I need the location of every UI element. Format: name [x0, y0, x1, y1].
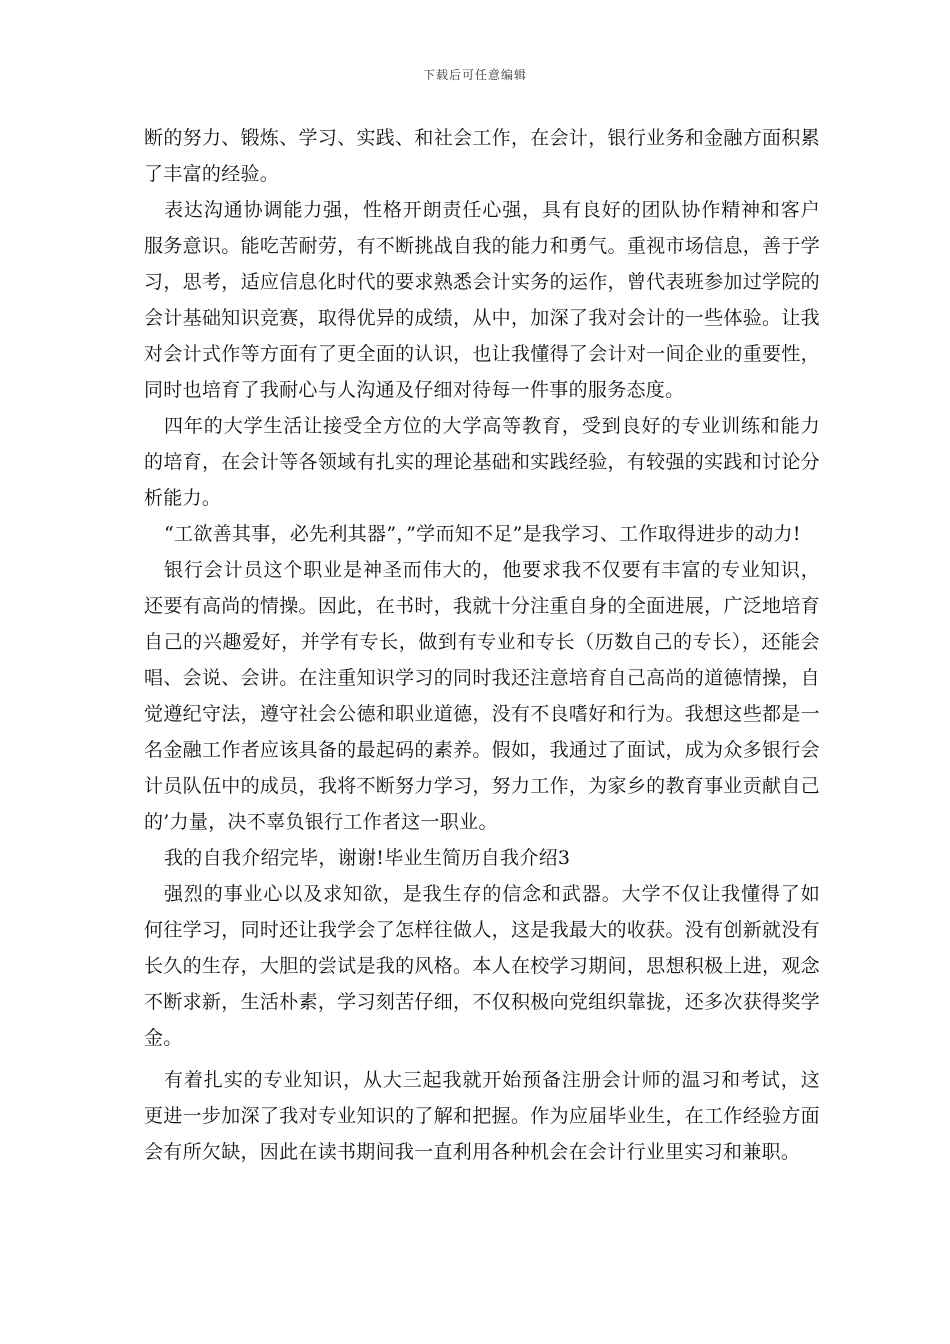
- header-note: 下载后可任意编辑: [422, 68, 527, 82]
- paragraph-6: 我的自我介绍完毕，谢谢!毕业生简历自我介绍3: [164, 847, 571, 869]
- document-body: [144, 120, 820, 1170]
- paragraph-2: 表达沟通协调能力强，性格开朗责任心强，具有良好的团队协作精神和客户服务意识。能吃苦耐劳，有不断挑战自我的能力和勇气。重视市场信息，善于学习，思考，适应信息化时代的要求熟悉会计实务的运作，曾代表班参加过学院的会计基础知识竞赛，取得优异的成绩，从中，加深了我对会计的一些体验。让我对会计式作等方面有了更全面的认识，也让我懂得了会计对一间企业的重要性，同时也培育了我耐心与人沟通及仔细对待每一件事的服务态度。: [144, 199, 820, 401]
- paragraph-4: “工欲善其事，必先利其器”，”学而知不足”是我学习、工作取得进步的动力!: [164, 523, 801, 545]
- paragraph-7: 强烈的事业心以及求知欲，是我生存的信念和武器。大学不仅让我懂得了如何往学习，同时还让我学会了怎样往做人，这是我最大的收获。没有创新就没有长久的生存，大胆的尝试是我的风格。本人在校学习期间，思想积极上进，观念不断求新，生活朴素，学习刻苦仔细，不仅积极向党组织靠拢，还多次获得奖学金。: [144, 883, 820, 1049]
- paragraph-3: 四年的大学生活让接受全方位的大学高等教育，受到良好的专业训练和能力的培育，在会计等各领域有扎实的理论基础和实践经验，有较强的实践和讨论分析能力。: [144, 415, 820, 509]
- paragraph-8: 有着扎实的专业知识，从大三起我就开始预备注册会计师的温习和考试，这更进一步加深了我对专业知识的了解和把握。作为应届毕业生，在工作经验方面会有所欠缺，因此在读书期间我一直利用各种机会在会计行业里实习和兼职。: [144, 1069, 820, 1163]
- paragraph-5: 银行会计员这个职业是神圣而伟大的，他要求我不仅要有丰富的专业知识，还要有高尚的情操。因此，在书时，我就十分注重自身的全面进展，广泛地培育自己的兴趣爱好，并学有专长，做到有专业和专长（历数自己的专长），还能会唱、会说、会讲。在注重知识学习的同时我还注意培育自己高尚的道德情操，自觉遵纪守法，遵守社会公德和职业道德，没有不良嗜好和行为。我想这些都是一名金融工作者应该具备的最起码的素养。假如，我通过了面试，成为众多银行会计员队伍中的成员，我将不断努力学习，努力工作，为家乡的教育事业贡献自己的’力量，决不辜负银行工作者这一职业。: [144, 559, 820, 833]
- paragraph-1: 断的努力、锻炼、学习、实践、和社会工作，在会计，银行业务和金融方面积累了丰富的经验。: [144, 127, 820, 185]
